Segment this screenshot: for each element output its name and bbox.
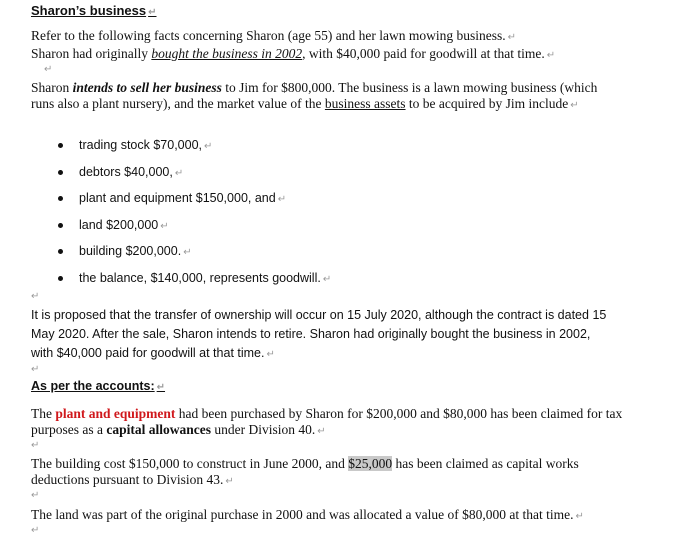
business-assets-text: business assets [324, 96, 406, 111]
bullet-icon [58, 196, 63, 201]
bullet-icon [58, 249, 63, 254]
sale-paragraph: Sharon intends to sell her business to Jim for $800,000. The business is a lawn mowing business (which runs also a plant nursery), and the market value of the business assets to be acquired by Jim include ↵ [31, 80, 598, 111]
list-item: trading stock $70,000, ↵ [58, 136, 331, 163]
bullet-icon [58, 170, 63, 175]
list-item: the balance, $140,000, represents goodwill. ↵ [58, 269, 331, 296]
asset-list [58, 136, 331, 296]
list-item: land $200,000 ↵ [58, 216, 331, 243]
bullet-icon [58, 143, 63, 148]
bullet-icon [58, 276, 63, 281]
transfer-paragraph: It is proposed that the transfer of ownership will occur on 15 July 2020, although the contract is dated 15 May 2020. After the sale, Sharon intends to retire. Sharon had originally bought the business in 2002, with $40,000 paid for goodwill at that time. ↵ [31, 308, 607, 360]
paragraph-mark: ↵ [31, 490, 40, 501]
paragraph-mark: ↵ [31, 291, 40, 302]
land-paragraph: The land was part of the original purchase in 2000 and was allocated a value of $80,000 at that time. ↵ [31, 507, 584, 522]
bought-business-text: bought the business in 2002 [151, 46, 303, 61]
bullet-icon [58, 223, 63, 228]
paragraph-mark: ↵ [44, 64, 53, 75]
paragraph-mark: ↵ [31, 364, 40, 375]
plant-equipment-paragraph: The plant and equipment had been purchased by Sharon for $200,000 and $80,000 has been claimed for tax purposes as a capital allowances under Division 40. ↵ [31, 406, 623, 437]
list-item: building $200,000. ↵ [58, 242, 331, 269]
building-paragraph: The building cost $150,000 to construct in June 2000, and $25,000 has been claimed as capital works deductions pursuant to Division 43. ↵ [31, 456, 579, 487]
highlighted-amount: $25,000 [348, 456, 393, 471]
list-item: plant and equipment $150,000, and ↵ [58, 189, 331, 216]
paragraph-mark: ↵ [31, 440, 40, 451]
paragraph-mark: ↵ [31, 525, 40, 536]
list-item: debtors $40,000, ↵ [58, 163, 331, 190]
paragraph-mark: ↵ [148, 7, 157, 18]
intro-paragraph: Refer to the following facts concerning Sharon (age 55) and her lawn mowing business. ↵ Sharon had originally bought the business in 2002, with $40,000 paid for goodwill at that time. ↵ [31, 28, 556, 61]
accounts-heading: As per the accounts: ↵ [31, 379, 166, 393]
document-title: Sharon’s business ↵ [31, 3, 157, 18]
